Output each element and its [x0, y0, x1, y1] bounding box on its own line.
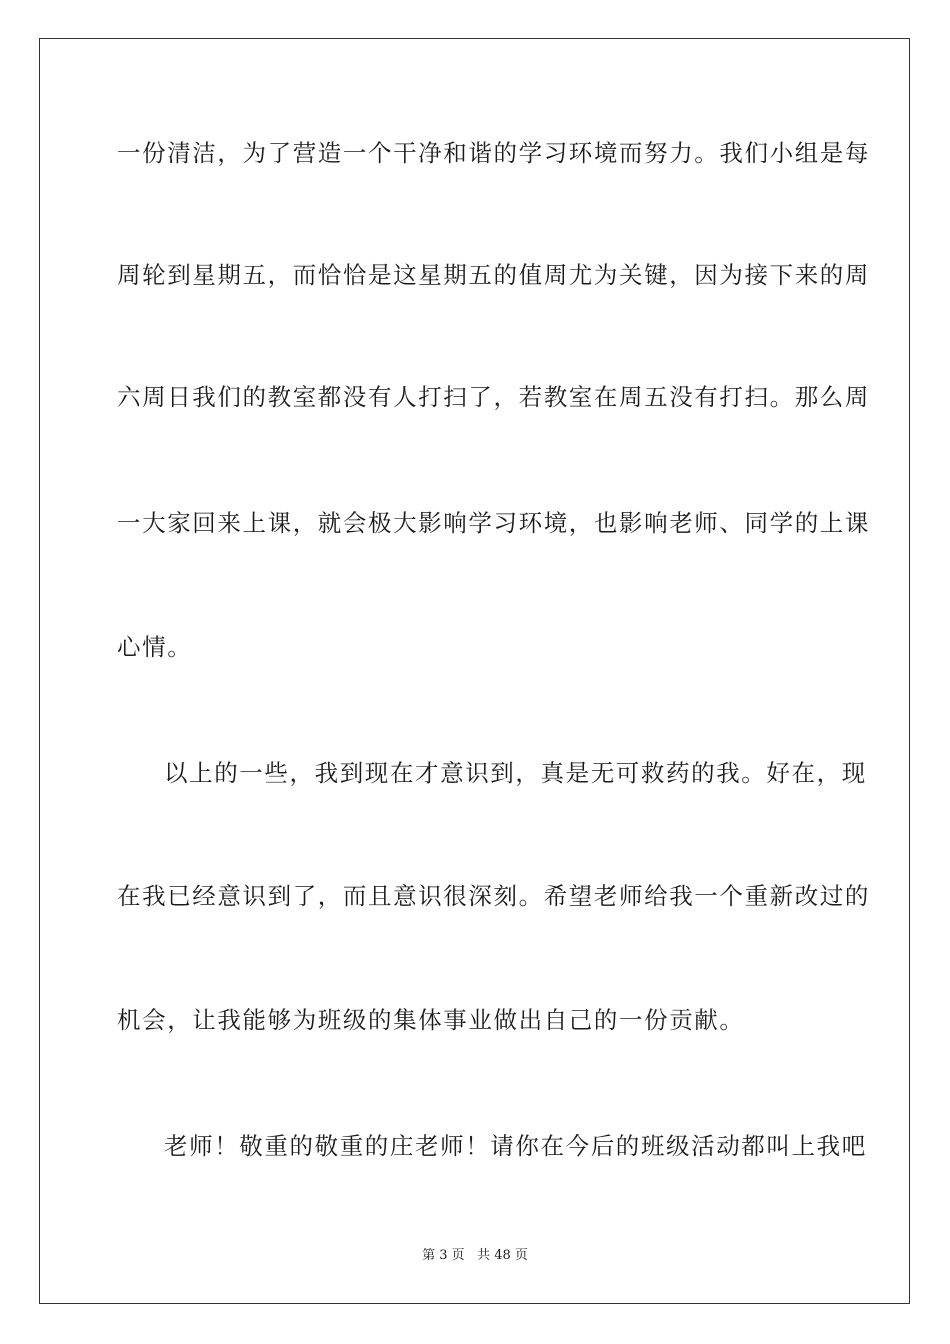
- paragraph-line: 机会，让我能够为班级的集体事业做出自己的一份贡献。: [117, 1006, 745, 1034]
- paragraph-line: 老师！敬重的敬重的庄老师！请你在今后的班级活动都叫上我吧: [164, 1132, 867, 1160]
- paragraph-line: 一份清洁，为了营造一个干净和谐的学习环境而努力。我们小组是每: [117, 139, 870, 167]
- paragraph-line: 在我已经意识到了，而且意识很深刻。希望老师给我一个重新改过的: [117, 882, 870, 910]
- page-number-footer: 第 3 页 共 48 页: [422, 1248, 528, 1263]
- paragraph-line: 周轮到星期五，而恰恰是这星期五的值周尤为关键，因为接下来的周: [117, 261, 870, 289]
- page-border: [39, 38, 910, 1304]
- paragraph-line: 以上的一些，我到现在才意识到，真是无可救药的我。好在，现: [164, 759, 867, 787]
- paragraph-line: 一大家回来上课，就会极大影响学习环境，也影响老师、同学的上课: [117, 509, 870, 537]
- paragraph-line: 六周日我们的教室都没有人打扫了，若教室在周五没有打扫。那么周: [117, 383, 870, 411]
- paragraph-line: 心情。: [117, 633, 193, 661]
